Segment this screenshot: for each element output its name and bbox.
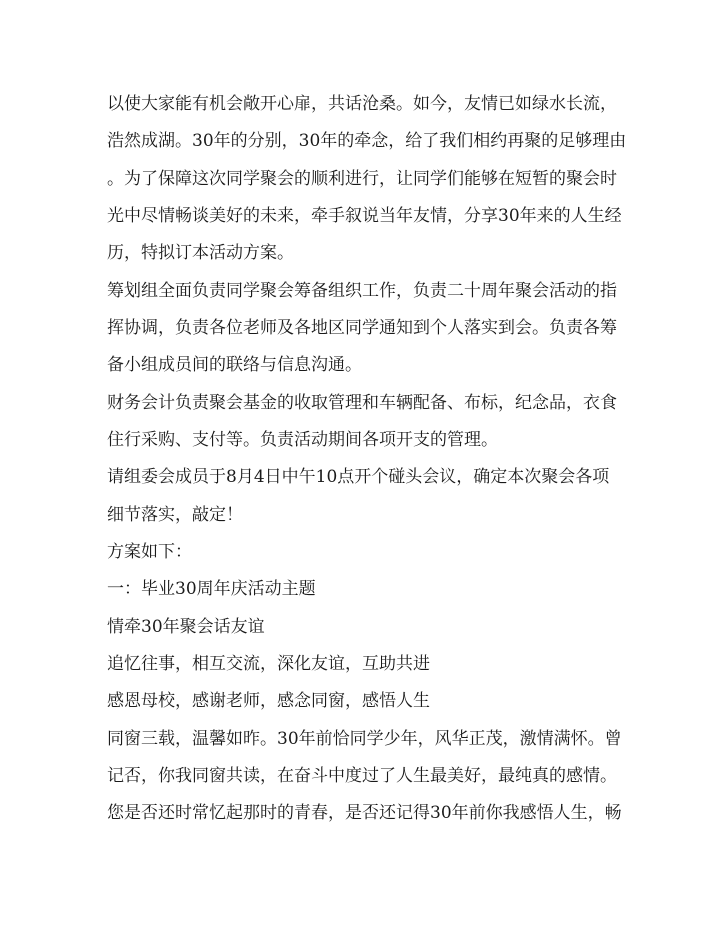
text-line: 浩然成湖。30年的分别，30年的牵念，给了我们相约再聚的足够理由 bbox=[107, 131, 627, 151]
text-line: 。为了保障这次同学聚会的顺利进行，让同学们能够在短暂的聚会时 bbox=[107, 169, 617, 189]
text-line: 细节落实，敲定！ bbox=[107, 505, 243, 525]
text-line: 筹划组全面负责同学聚会筹备组织工作，负责二十周年聚会活动的指 bbox=[107, 281, 617, 301]
text-line: 光中尽情畅谈美好的未来，牵手叙说当年友情，分享30年来的人生经 bbox=[107, 206, 622, 226]
text-line: 挥协调，负责各位老师及各地区同学通知到个人落实到会。负责各筹 bbox=[107, 318, 617, 338]
text-line: 住行采购、支付等。负责活动期间各项开支的管理。 bbox=[107, 430, 498, 450]
text-line: 同窗三载，温馨如昨。30年前恰同学少年，风华正茂，激情满怀。曾 bbox=[107, 729, 622, 749]
text-line: 一：毕业30周年庆活动主题 bbox=[107, 579, 316, 599]
text-line: 方案如下： bbox=[107, 542, 192, 562]
text-line: 情牵30年聚会话友谊 bbox=[107, 617, 265, 637]
text-line: 历，特拟订本活动方案。 bbox=[107, 243, 294, 263]
text-line: 感恩母校，感谢老师，感念同窗，感悟人生 bbox=[107, 691, 430, 711]
text-line: 追忆往事，相互交流，深化友谊，互助共进 bbox=[107, 654, 430, 674]
text-line: 请组委会成员于8月4日中午10点开个碰头会议，确定本次聚会各项 bbox=[107, 467, 610, 487]
text-line: 备小组成员间的联络与信息沟通。 bbox=[107, 355, 362, 375]
text-line: 您是否还时常忆起那时的青春，是否还记得30年前你我感悟人生，畅 bbox=[107, 803, 622, 823]
text-line: 记否，你我同窗共读，在奋斗中度过了人生最美好，最纯真的感情。 bbox=[107, 766, 617, 786]
text-line: 财务会计负责聚会基金的收取管理和车辆配备、布标，纪念品，衣食 bbox=[107, 393, 617, 413]
text-line: 以使大家能有机会敞开心扉，共话沧桑。如今，友情已如绿水长流， bbox=[107, 94, 617, 114]
